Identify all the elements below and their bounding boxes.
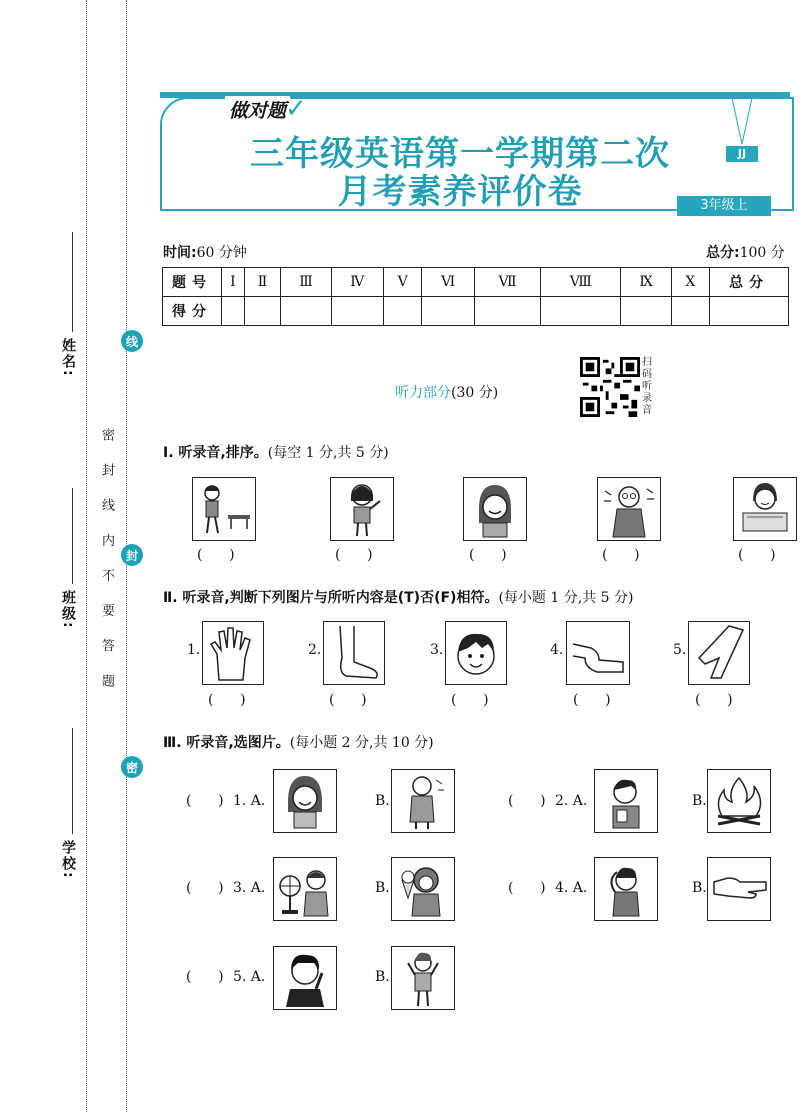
badge-label: 做对题 <box>225 96 290 123</box>
girl-happy-icon <box>276 772 334 830</box>
class-line <box>72 488 73 584</box>
s2-picture-arm <box>566 621 630 685</box>
total-score-info: 总分:100 分 <box>706 245 785 261</box>
qr-caption: 扫码听录音 <box>642 357 652 416</box>
s3-q3-answer[interactable]: ( ) <box>186 880 224 896</box>
s2-answer-2[interactable]: ( ) <box>329 692 367 708</box>
score-cell[interactable] <box>621 297 671 326</box>
binding-dotted-line-outer <box>86 0 87 1112</box>
col-2: Ⅱ <box>244 268 281 297</box>
s3-q1-option-b[interactable] <box>391 769 455 833</box>
score-label: 得分 <box>163 297 222 326</box>
girl-cold-icon <box>394 772 452 830</box>
tag-string-icon <box>730 98 754 146</box>
section2-heading: Ⅱ. 听录音,判断下列图片与所听内容是(T)否(F)相符。(每小题 1 分,共 5 分) <box>163 590 634 606</box>
s3-q4-answer[interactable]: ( ) <box>508 880 546 896</box>
section3-heading: Ⅲ. 听录音,选图片。(每小题 2 分,共 10 分) <box>163 735 434 751</box>
monkey-ice-cream-icon <box>394 860 452 918</box>
s3-q5-option-b[interactable] <box>391 946 455 1010</box>
s3-q4-label-b: B. <box>692 880 707 896</box>
s3-q3-option-b[interactable] <box>391 857 455 921</box>
s2-picture-foot <box>323 621 385 685</box>
score-cell[interactable] <box>422 297 474 326</box>
pointing-finger-icon <box>710 860 768 918</box>
name-label: 姓名: <box>60 338 76 378</box>
edition-tag: JJ <box>726 146 758 162</box>
seal-feng-mark: 封 <box>121 544 143 566</box>
fan-and-woman-icon <box>276 860 334 918</box>
s2-answer-4[interactable]: ( ) <box>573 692 611 708</box>
section1-heading: Ⅰ. 听录音,排序。(每空 1 分,共 5 分) <box>163 445 389 461</box>
girl-smiling-icon <box>465 479 525 539</box>
seal-mi-mark: 密 <box>121 756 143 778</box>
no-answer-warning: 密 封 线 内 不 要 答 题 <box>99 428 114 696</box>
hand-icon <box>205 624 261 682</box>
listening-section-heading: 听力部分(30 分) <box>395 385 499 401</box>
col-9: Ⅸ <box>621 268 671 297</box>
s2-number-4: 4. <box>550 642 564 658</box>
s3-q4-option-a[interactable] <box>594 857 658 921</box>
score-cell[interactable] <box>541 297 621 326</box>
checkmark-icon: ✓ <box>285 94 307 124</box>
girl-with-towel-icon <box>735 479 795 539</box>
girl-waving-icon <box>332 479 392 539</box>
s3-q2-option-b[interactable] <box>707 769 771 833</box>
s3-q1-label-b: B. <box>375 793 390 809</box>
s1-answer-2[interactable]: ( ) <box>335 547 373 563</box>
col-4: Ⅳ <box>331 268 383 297</box>
name-line <box>72 232 73 332</box>
s2-picture-boy-face <box>445 621 507 685</box>
s1-picture-girl-towel <box>733 477 797 541</box>
s1-picture-girl-waving <box>330 477 394 541</box>
col-6: Ⅵ <box>422 268 474 297</box>
school-line <box>72 728 73 834</box>
score-table <box>162 267 789 326</box>
exam-title-line2: 月考素养评价卷 <box>337 172 583 212</box>
s1-answer-3[interactable]: ( ) <box>469 547 507 563</box>
exam-title-line1: 三年级英语第一学期第二次 <box>250 134 670 174</box>
s2-picture-leg <box>688 621 750 685</box>
s2-number-5: 5. <box>673 642 687 658</box>
s1-picture-grandpa <box>597 477 661 541</box>
score-cell[interactable] <box>244 297 281 326</box>
s3-q4-label-a: 4. A. <box>555 880 588 896</box>
s1-answer-1[interactable]: ( ) <box>197 547 235 563</box>
s1-answer-5[interactable]: ( ) <box>738 547 776 563</box>
col-1: Ⅰ <box>222 268 245 297</box>
boy-touching-head-icon <box>597 860 655 918</box>
s1-answer-4[interactable]: ( ) <box>602 547 640 563</box>
score-cell[interactable] <box>281 297 331 326</box>
score-cell[interactable] <box>222 297 245 326</box>
boy-standing-icon <box>394 949 452 1007</box>
s3-q3-label-a: 3. A. <box>233 880 266 896</box>
col-5: Ⅴ <box>383 268 422 297</box>
s3-q3-option-a[interactable] <box>273 857 337 921</box>
col-10: Ⅹ <box>671 268 709 297</box>
s2-answer-3[interactable]: ( ) <box>451 692 489 708</box>
arm-icon <box>569 624 627 682</box>
s3-q3-label-b: B. <box>375 880 390 896</box>
foot-icon <box>326 624 382 682</box>
col-3: Ⅲ <box>281 268 331 297</box>
s3-q5-label-a: 5. A. <box>233 969 266 985</box>
school-label: 学校: <box>60 840 76 880</box>
score-cell[interactable] <box>474 297 540 326</box>
seal-line-mark: 线 <box>121 330 143 352</box>
s3-q1-answer[interactable]: ( ) <box>186 793 224 809</box>
s2-number-3: 3. <box>430 642 444 658</box>
s2-picture-hand <box>202 621 264 685</box>
s3-q5-option-a[interactable] <box>273 946 337 1010</box>
score-cell[interactable] <box>671 297 709 326</box>
s3-q2-label-a: 2. A. <box>555 793 588 809</box>
grade-tab: 3年级上 <box>677 196 771 216</box>
s3-q1-option-a[interactable] <box>273 769 337 833</box>
s3-q5-label-b: B. <box>375 969 390 985</box>
s1-picture-girl-walking <box>192 477 256 541</box>
col-8: Ⅷ <box>541 268 621 297</box>
score-cell[interactable] <box>331 297 383 326</box>
qr-code-icon[interactable] <box>580 357 640 417</box>
s3-q5-answer[interactable]: ( ) <box>186 969 224 985</box>
total-label: 总分 <box>710 268 789 297</box>
girl-walking-icon <box>194 479 254 539</box>
boy-hot-drink-icon <box>597 772 655 830</box>
col-7: Ⅶ <box>474 268 540 297</box>
s3-q2-option-a[interactable] <box>594 769 658 833</box>
s3-q1-label-a: 1. A. <box>233 793 266 809</box>
score-table-score-row <box>163 297 789 326</box>
time-info: 时间:60 分钟 <box>163 245 247 261</box>
grandpa-icon <box>599 479 659 539</box>
score-table-header-row <box>163 268 789 297</box>
class-label: 班级: <box>60 590 76 630</box>
campfire-icon <box>710 772 768 830</box>
score-cell[interactable] <box>383 297 422 326</box>
s3-q4-option-b[interactable] <box>707 857 771 921</box>
leg-icon <box>691 624 747 682</box>
total-score-cell[interactable] <box>710 297 789 326</box>
s2-number-2: 2. <box>308 642 322 658</box>
s3-q2-label-b: B. <box>692 793 707 809</box>
s1-picture-girl-smiling <box>463 477 527 541</box>
man-touching-ear-icon <box>276 949 334 1007</box>
s2-number-1: 1. <box>187 642 201 658</box>
s2-answer-1[interactable]: ( ) <box>208 692 246 708</box>
question-number-label: 题号 <box>163 268 222 297</box>
boy-face-icon <box>448 624 504 682</box>
s2-answer-5[interactable]: ( ) <box>695 692 733 708</box>
s3-q2-answer[interactable]: ( ) <box>508 793 546 809</box>
